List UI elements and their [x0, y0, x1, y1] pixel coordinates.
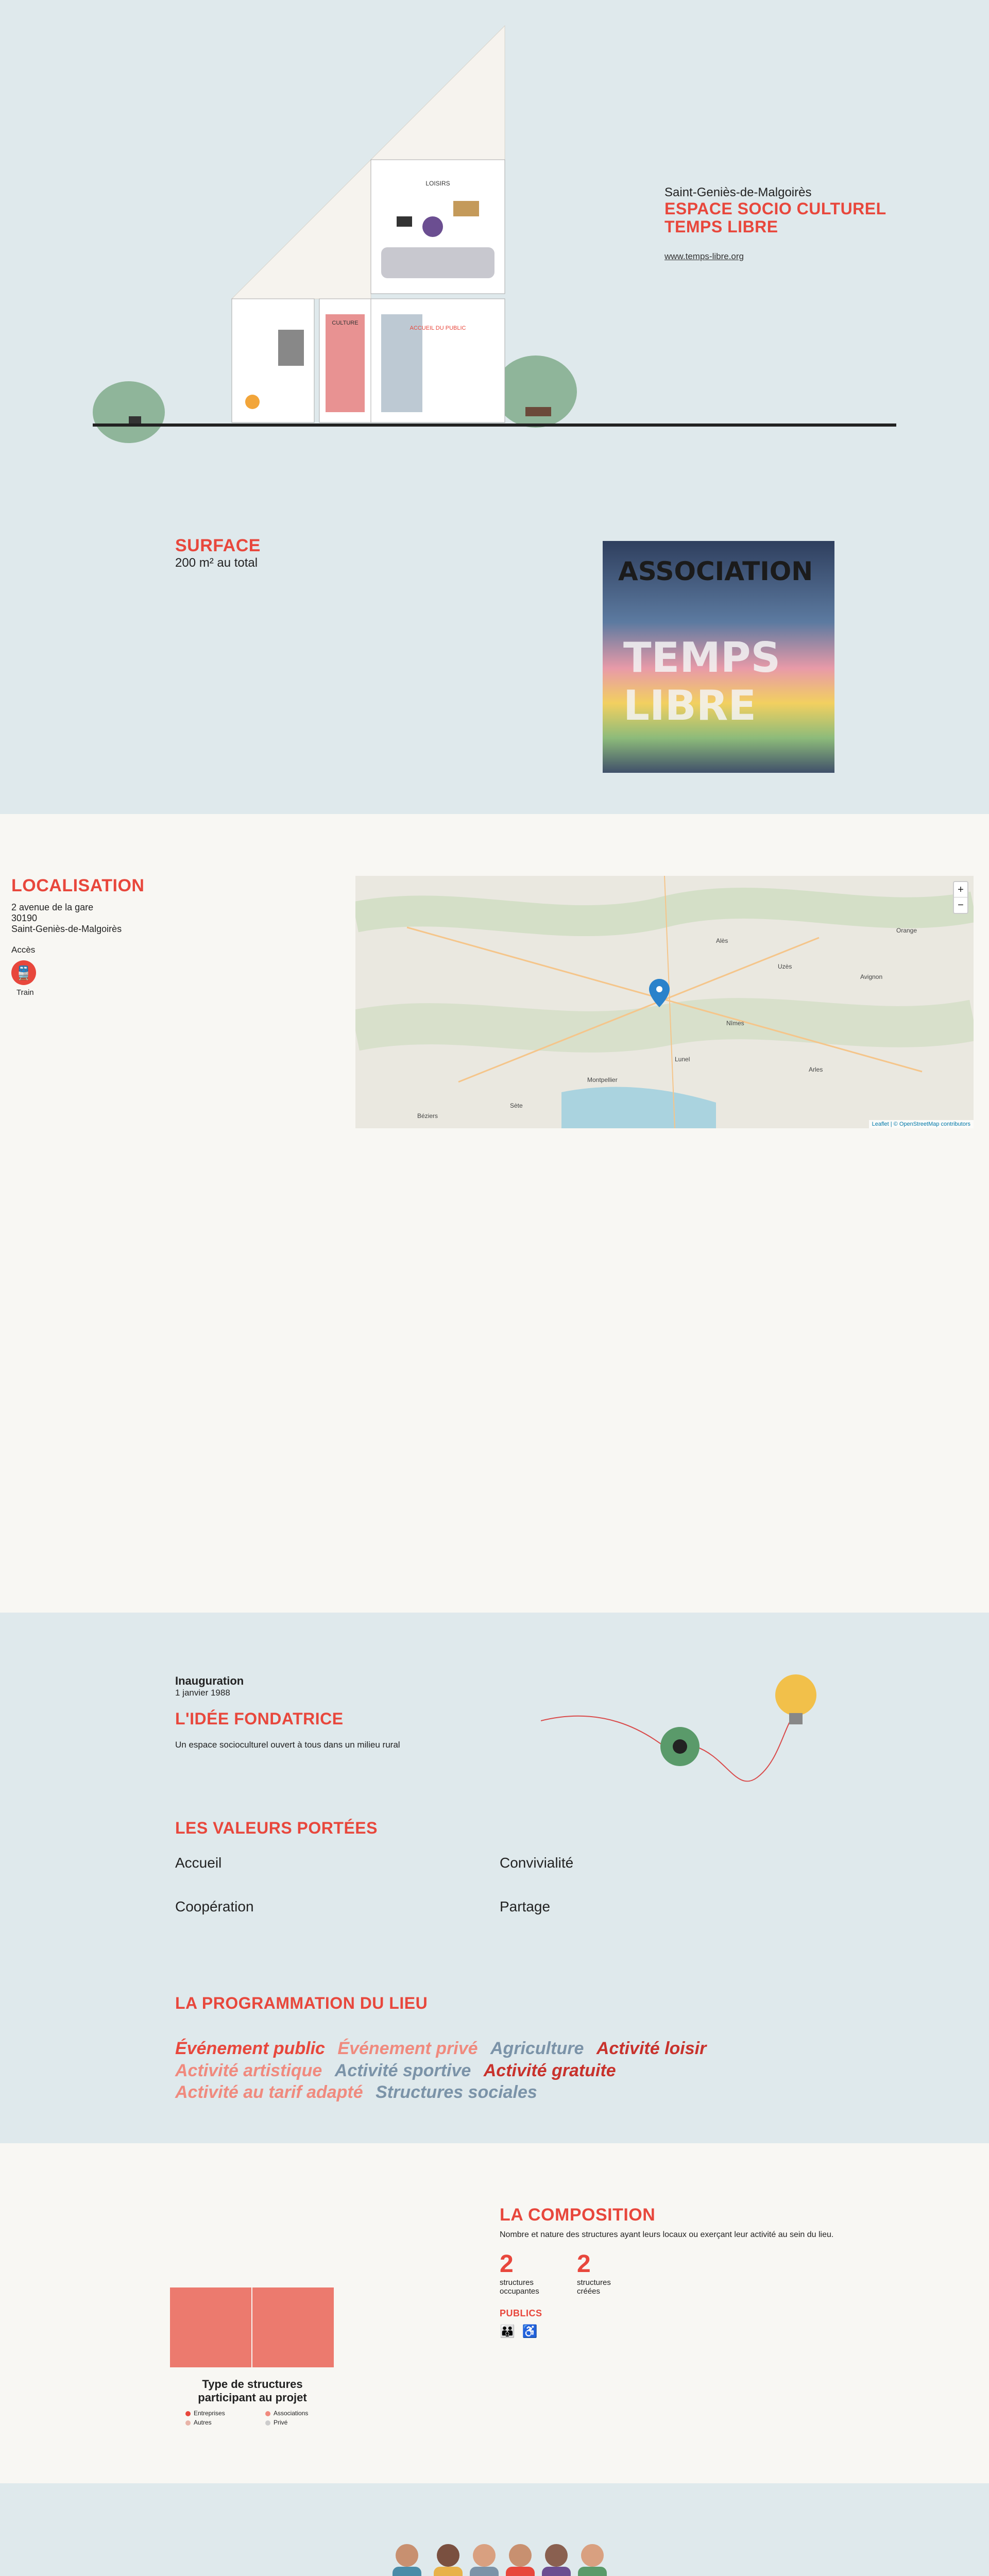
website-link[interactable]: www.temps-libre.org	[664, 251, 744, 262]
header-section	[0, 0, 989, 474]
legend-dot	[265, 2411, 270, 2416]
composition-bar	[170, 2287, 251, 2367]
legend-label: Entreprises	[194, 2410, 225, 2417]
valeur-item: Coopération	[175, 1899, 254, 1914]
localisation-heading: LOCALISATION	[11, 876, 145, 895]
family-icon: 👪	[500, 2325, 515, 2338]
map-city-orange: Orange	[896, 927, 917, 934]
access-mode: Train	[16, 988, 34, 997]
legend-item	[185, 2410, 260, 2417]
programmation-tag: Agriculture	[490, 2039, 584, 2058]
legend-item	[265, 2410, 340, 2417]
surface-photo	[603, 541, 834, 773]
accessibility-icon: ♿	[522, 2325, 538, 2338]
map-city-avignon: Avignon	[860, 973, 883, 980]
composition-section	[0, 2143, 989, 2483]
map[interactable]	[355, 876, 974, 1128]
header-title-2: TEMPS LIBRE	[664, 217, 778, 236]
map-city-nimes: Nîmes	[726, 1020, 744, 1027]
surface-heading: SURFACE	[175, 536, 261, 555]
composition-subtitle: Nombre et nature des structures ayant leurs locaux ou exerçant leur activité au sein du lieu.	[500, 2230, 834, 2239]
photo-text-1: ASSOCIATION	[618, 556, 813, 586]
photo-text-2: TEMPS LIBRE	[623, 634, 781, 730]
valeurs-heading: LES VALEURS PORTÉES	[175, 1819, 378, 1837]
access-label: Accès	[11, 945, 36, 955]
map-city-beziers: Béziers	[417, 1112, 438, 1120]
header-location: Saint-Geniès-de-Malgoirès	[664, 185, 812, 199]
programmation-tags	[175, 2038, 824, 2104]
map-city-ales: Alès	[716, 937, 728, 944]
publics-label: PUBLICS	[500, 2308, 542, 2318]
valeur-item: Convivialité	[500, 1855, 574, 1871]
legend-dot	[185, 2420, 191, 2426]
stat-label: structures créées	[577, 2278, 611, 2296]
zoom-in-button[interactable]: +	[954, 882, 967, 897]
valeur-item: Partage	[500, 1899, 551, 1914]
legend-item	[185, 2419, 260, 2426]
address-line3: Saint-Geniès-de-Malgoirès	[11, 924, 122, 934]
address-line1: 2 avenue de la gare	[11, 902, 94, 912]
surface-value: 200 m² au total	[175, 556, 258, 570]
label-loisirs: LOISIRS	[425, 180, 450, 187]
train-icon: 🚆	[11, 960, 36, 985]
chart-title-2: participant au projet	[198, 2391, 307, 2404]
composition-chart	[165, 2282, 340, 2452]
programmation-tag: Événement privé	[337, 2039, 478, 2058]
map-city-montpellier: Montpellier	[587, 1076, 618, 1083]
map-city-uzes: Uzès	[778, 963, 792, 970]
surface-section	[0, 474, 989, 814]
legend-label: Privé	[274, 2419, 288, 2426]
map-city-arles: Arles	[809, 1066, 823, 1073]
programmation-tag: Structures sociales	[376, 2082, 537, 2102]
idee-section	[0, 1613, 989, 2143]
stat-occupantes	[500, 2250, 551, 2296]
composition-heading: LA COMPOSITION	[500, 2205, 656, 2225]
acteurs-section	[0, 2483, 989, 2576]
localisation-section	[0, 814, 989, 1613]
composition-bar	[252, 2287, 334, 2367]
chart-title-1: Type de structures	[202, 2378, 303, 2391]
label-accueil: ACCUEIL DU PUBLIC	[410, 325, 466, 331]
zoom-out-button[interactable]: −	[958, 900, 964, 911]
programmation-tag: Activité au tarif adapté	[175, 2082, 363, 2102]
programmation-tag: Activité sportive	[334, 2060, 471, 2080]
legend-item	[265, 2419, 340, 2426]
composition-legend	[165, 2410, 340, 2426]
header-title-1: ESPACE SOCIO CULTUREL	[664, 199, 886, 218]
inauguration-date: 1 janvier 1988	[175, 1688, 230, 1698]
stat-label: structures occupantes	[500, 2278, 539, 2296]
inauguration-label: Inauguration	[175, 1674, 244, 1687]
people-illustration	[381, 2540, 618, 2576]
label-culture: CULTURE	[332, 320, 359, 326]
map-background	[355, 876, 974, 1128]
address-line2: 30190	[11, 913, 38, 923]
map-city-sete: Sète	[510, 1102, 523, 1109]
stat-value: 2	[577, 2250, 591, 2278]
valeur-item: Accueil	[175, 1855, 222, 1871]
idee-description: Un espace socioculturel ouvert à tous dans un milieu rural	[175, 1740, 400, 1750]
legend-dot	[185, 2411, 191, 2416]
stat-value: 2	[500, 2250, 514, 2278]
header-text	[664, 185, 886, 262]
stat-creees	[577, 2250, 628, 2296]
programmation-tag: Activité gratuite	[483, 2060, 616, 2080]
zoom-controls	[953, 881, 968, 914]
programmation-tag: Activité artistique	[175, 2060, 322, 2080]
composition-bar-chart	[165, 2282, 340, 2370]
legend-dot	[265, 2420, 270, 2426]
programmation-heading: LA PROGRAMMATION DU LIEU	[175, 1994, 428, 2012]
legend-label: Autres	[194, 2419, 212, 2426]
lightbulb-illustration	[541, 1669, 829, 1803]
map-city-lunel: Lunel	[675, 1056, 690, 1063]
idee-heading: L'IDÉE FONDATRICE	[175, 1709, 344, 1728]
programmation-tag: Activité loisir	[596, 2039, 707, 2058]
legend-label: Associations	[274, 2410, 309, 2417]
programmation-tag: Événement public	[175, 2039, 325, 2058]
map-attribution[interactable]: Leaflet | © OpenStreetMap contributors	[869, 1120, 974, 1128]
